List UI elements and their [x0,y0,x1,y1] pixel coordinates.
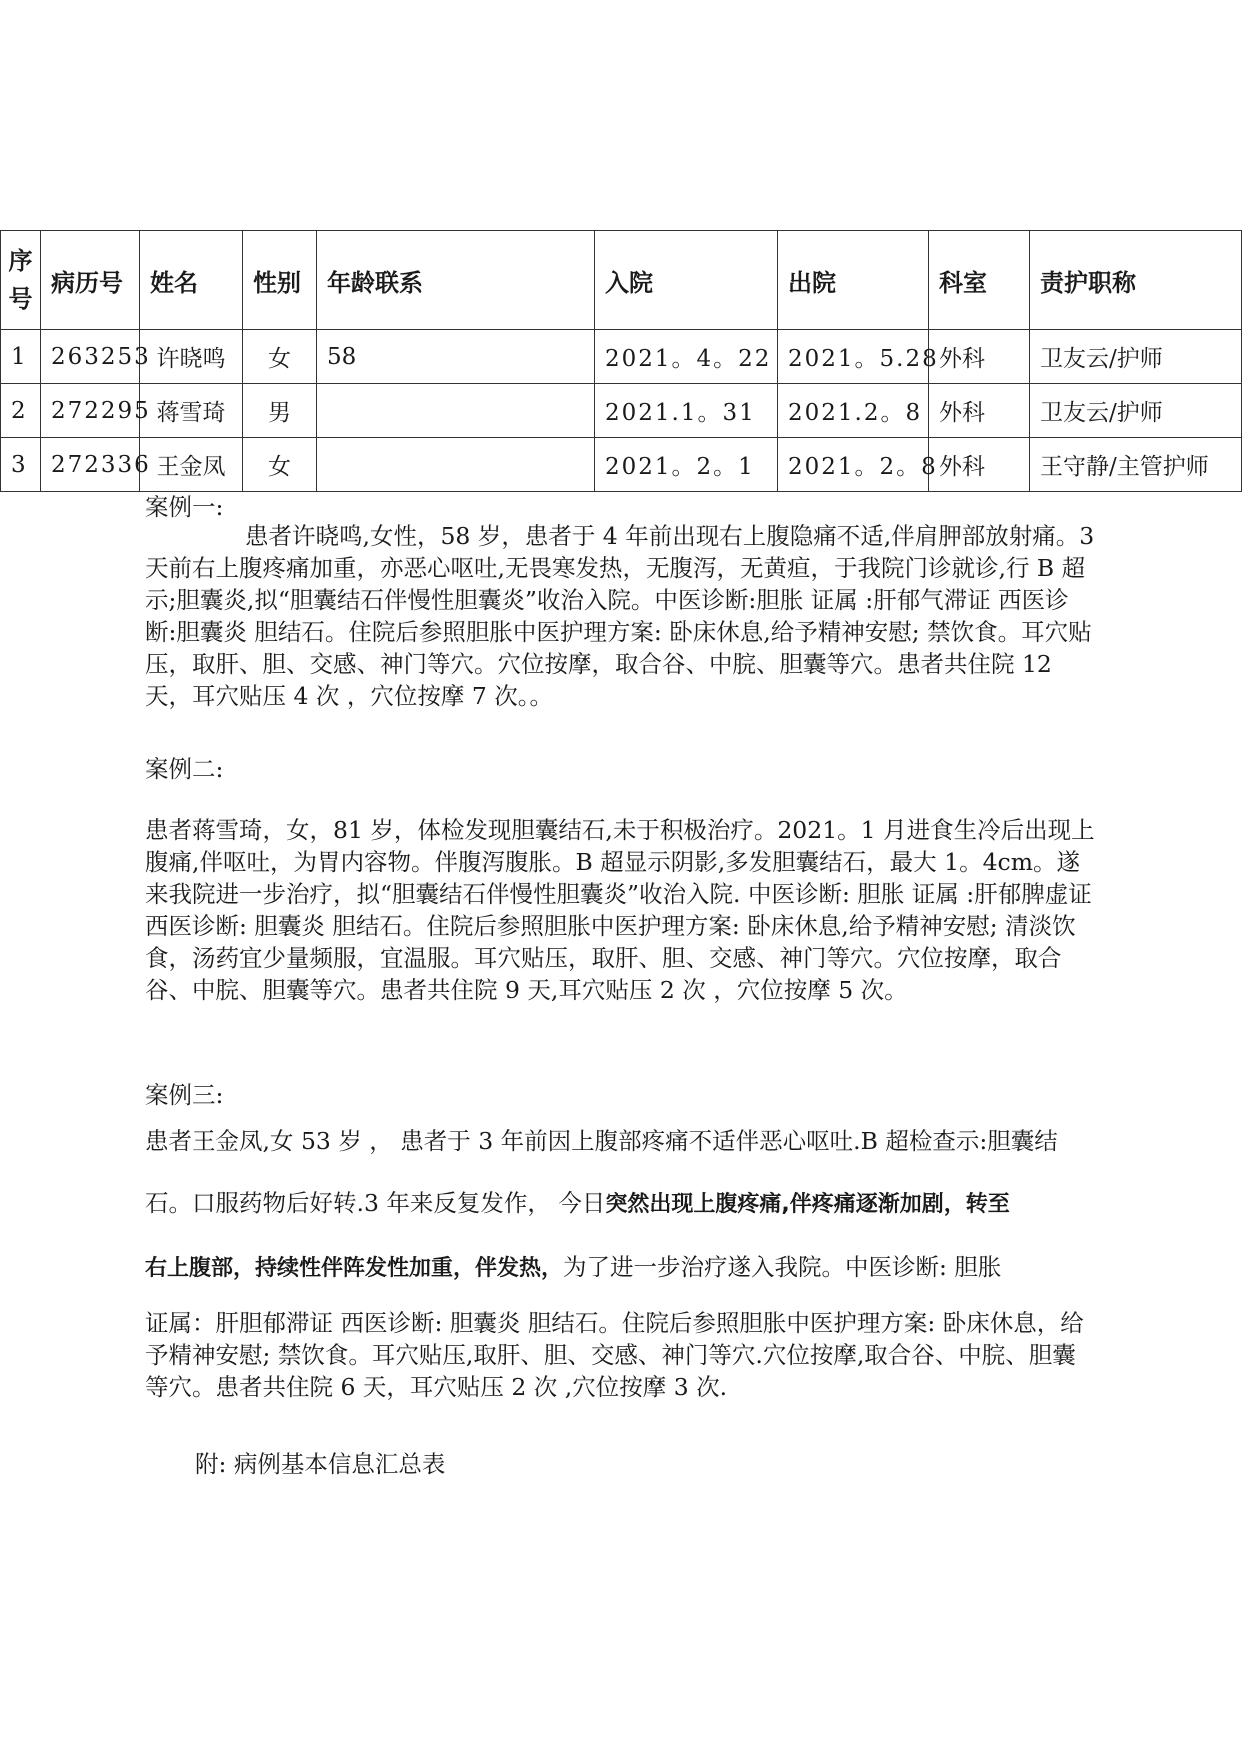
header-admission: 入院 [595,231,778,330]
header-discharge: 出院 [778,231,929,330]
case2-body [145,814,1095,1006]
case3-rest: 证属：肝胆郁滞证 西医诊断: 胆囊炎 胆结石。住院后参照胆胀中医护理方案: 卧床休息，给予精神安慰; 禁饮食。耳穴贴压,取肝、胆、交感、神门等穴.穴位按摩,取合谷、中脘、胆囊等穴。患者共住院 6 天，耳穴贴压 2 次 ,穴位按摩 3 次. [145,1309,1084,1401]
header-department: 科室 [929,231,1030,330]
case1-body [145,520,1095,712]
case3-line1: 患者王金凤,女 53 岁 ， 患者于 3 年前因上腹部疼痛不适伴恶心呕吐.B 超检查示:胆囊结 [145,1127,1058,1155]
cell-department: 外科 [929,330,1030,384]
case2-title: 案例二: [145,755,224,783]
cell-admission: 2021.1。31 [595,384,778,438]
case2-text: 患者蒋雪琦，女，81 岁，体检发现胆囊结石,未于积极治疗。2021。1 月进食生冷后出现上腹痛,伴呕吐，为胃内容物。伴腹泻腹胀。B 超显示阴影,多发胆囊结石，最大 1。4cm。遂来我院进一步治疗，拟“胆囊结石伴慢性胆囊炎”收治入院. 中医诊断: 胆胀 证属 :肝郁脾虚证 西医诊断: 胆囊炎 胆结石。住院后参照胆胀中医护理方案: 卧床休息,给予精神安慰; 清淡饮食，汤药宜少量频服，宜温服。耳穴贴压，取肝、胆、交感、神门等穴。穴位按摩，取合谷、中脘、胆囊等穴。患者共住院 9 天,耳穴贴压 2 次 ，穴位按摩 5 次。 [145,816,1095,1004]
cell-name: 蒋雪琦 [140,384,243,438]
cell-nurse: 王守静/主管护师 [1030,438,1242,492]
cell-age: 58 [317,330,595,384]
cell-nurse: 卫友云/护师 [1030,330,1242,384]
case3-title: 案例三: [145,1081,224,1109]
cell-admission: 2021。4。22 [595,330,778,384]
cell-department: 外科 [929,384,1030,438]
cell-name: 许晓鸣 [140,330,243,384]
case3-line2-a: 石。口服药物后好转.3 年来反复发作， 今日 [145,1189,606,1217]
cell-department: 外科 [929,438,1030,492]
case3-line3-a: 右上腹部，持续性伴阵发性加重，伴发热， [145,1256,564,1281]
cell-index: 3 [1,438,41,492]
header-nurse-title: 责护职称 [1030,231,1242,330]
case1-title: 案例一: [145,493,224,521]
cell-record-no: 272336 [41,438,140,492]
cell-age [317,438,595,492]
cell-admission: 2021。2。1 [595,438,778,492]
case3-line2 [145,1187,1095,1221]
header-gender: 性别 [243,231,317,330]
table-row [1,384,1242,438]
header-name: 姓名 [140,231,243,330]
case3-line2-b: 突然出现上腹疼痛,伴疼痛逐渐加剧，转至 [605,1192,1010,1217]
case3-body [145,1125,1095,1403]
appendix-note: 附: 病例基本信息汇总表 [195,1450,446,1478]
header-record-no: 病历号 [41,231,140,330]
table-header-row [1,231,1242,330]
cell-index: 2 [1,384,41,438]
cell-record-no: 272295 [41,384,140,438]
table-row [1,438,1242,492]
cell-age [317,384,595,438]
cell-discharge: 2021.2。8 [778,384,929,438]
patient-summary-table [0,230,1242,492]
cell-nurse: 卫友云/护师 [1030,384,1242,438]
cell-gender: 女 [243,438,317,492]
cell-gender: 女 [243,330,317,384]
header-index: 序号 [1,231,41,330]
case3-line3-b: 为了进一步治疗遂入我院。中医诊断: 胆胀 [563,1253,1002,1281]
cell-discharge: 2021。5.28 [778,330,929,384]
cell-gender: 男 [243,384,317,438]
header-age-contact: 年龄联系 [317,231,595,330]
cell-record-no: 263253 [41,330,140,384]
case1-text: 患者许晓鸣,女性，58 岁，患者于 4 年前出现右上腹隐痛不适,伴肩胛部放射痛。3 天前右上腹疼痛加重，亦恶心呕吐,无畏寒发热，无腹泻，无黄疸，于我院门诊就诊,行 B 超示;胆囊炎,拟“胆囊结石伴慢性胆囊炎”收治入院。中医诊断:胆胀 证属 :肝郁气滞证 西医诊断:胆囊炎 胆结石。住院后参照胆胀中医护理方案: 卧床休息,给予精神安慰; 禁饮食。耳穴贴压，取肝、胆、交感、神门等穴。穴位按摩，取合谷、中脘、胆囊等穴。患者共住院 12 天，耳穴贴压 4 次 ，穴位按摩 7 次。。 [145,522,1095,710]
case3-line3 [145,1251,1095,1285]
cell-name: 王金凤 [140,438,243,492]
cell-index: 1 [1,330,41,384]
cell-discharge: 2021。2。8 [778,438,929,492]
table-row [1,330,1242,384]
